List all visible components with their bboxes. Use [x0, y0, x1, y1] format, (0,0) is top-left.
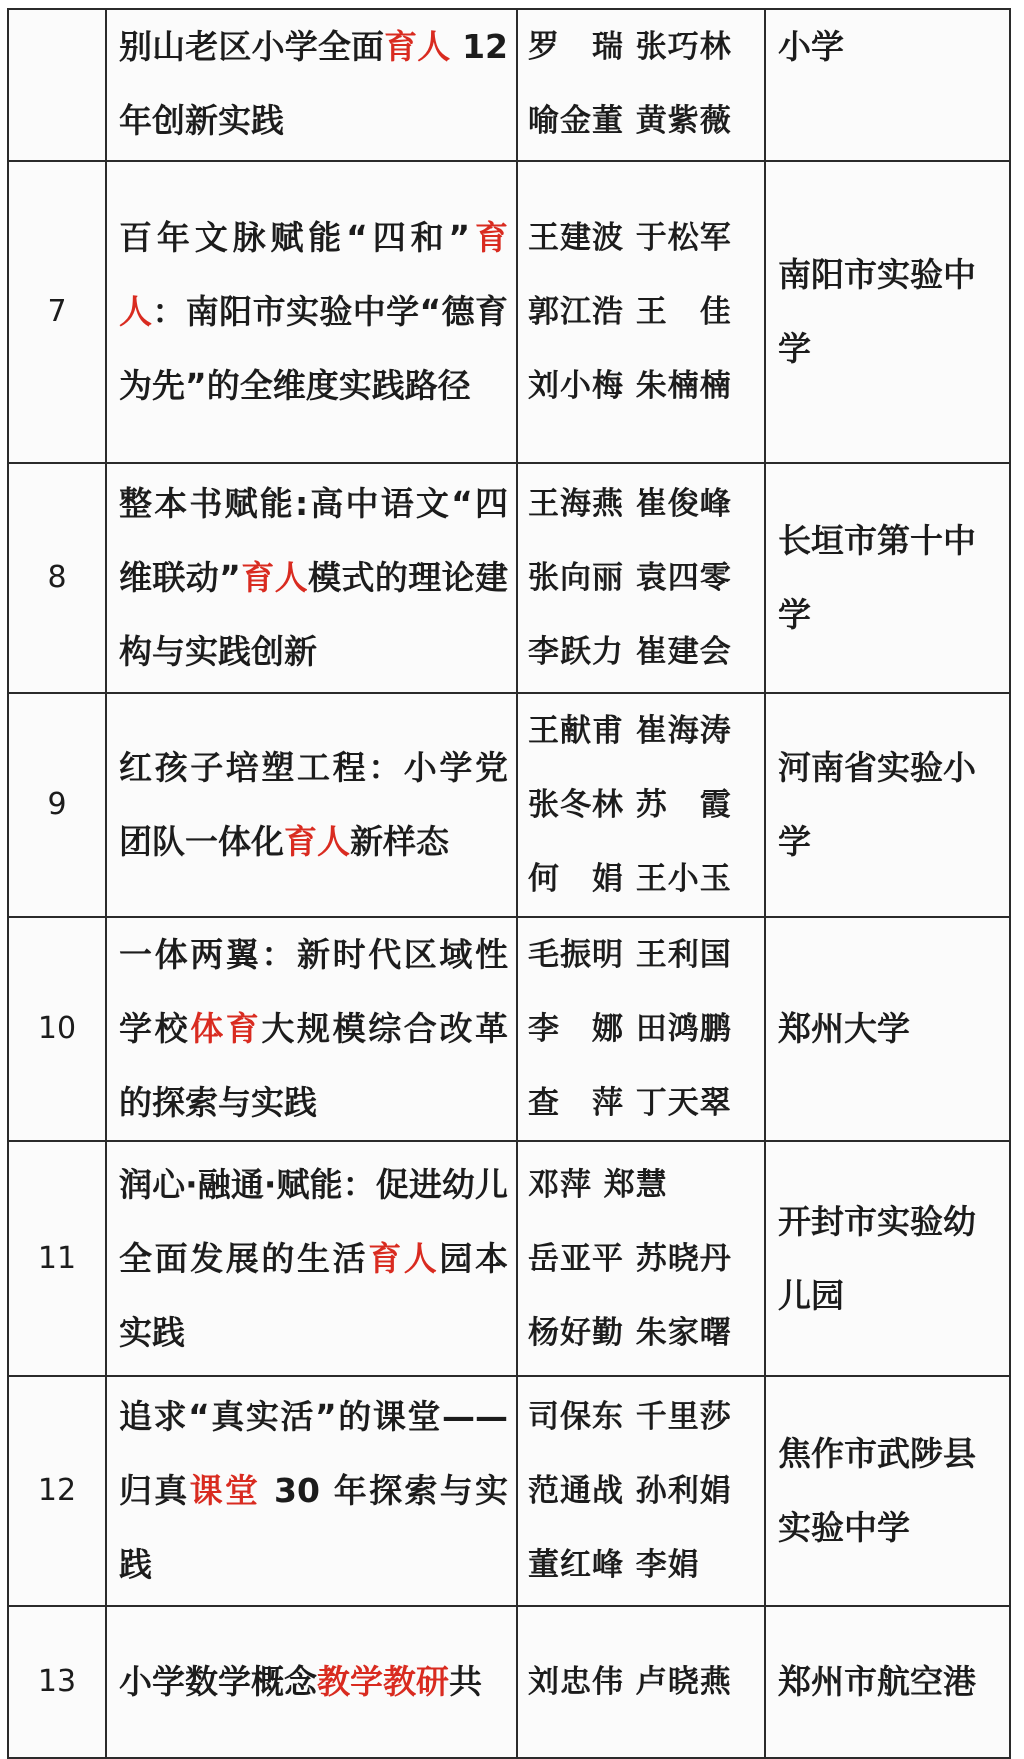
author-line: 范通战 孙利娟	[528, 1473, 732, 1509]
table-row	[8, 1141, 1010, 1376]
table-row	[8, 463, 1010, 693]
author-line: 岳亚平 苏晓丹	[528, 1240, 732, 1277]
row-number-cell: 10	[8, 917, 106, 1141]
author-line: 查 萍 丁天翠	[528, 1085, 732, 1121]
title-keyword-highlight: 课堂	[189, 1471, 261, 1510]
title-text: 新样态	[350, 822, 449, 861]
project-title-cell	[106, 917, 517, 1141]
institution-cell: 郑州市航空港	[765, 1606, 1010, 1758]
author-line: 张向丽 袁四零	[528, 560, 732, 596]
title-keyword-highlight: 教学教研	[317, 1662, 449, 1701]
title-keyword-highlight: 育人	[384, 27, 451, 66]
table-row	[8, 161, 1010, 463]
title-text: 红孩子培塑工程：小学党团队一体化	[119, 748, 508, 861]
authors-cell	[517, 693, 765, 917]
project-title-cell	[106, 1606, 517, 1758]
awards-table-body	[8, 9, 1010, 1758]
table-row	[8, 9, 1010, 161]
table-row	[8, 1606, 1010, 1758]
author-line: 郭江浩 王 佳	[528, 294, 732, 330]
title-text: 大规模综合改革的探索与实践	[119, 1009, 509, 1122]
row-number-cell: 13	[8, 1606, 106, 1758]
author-line: 喻金董 黄紫薇	[528, 103, 732, 139]
author-line: 王建波 于松军	[528, 220, 732, 256]
authors-cell	[517, 161, 765, 463]
project-title-cell	[106, 463, 517, 693]
author-line: 李 娜 田鸿鹏	[528, 1011, 732, 1047]
institution-cell: 焦作市武陟县实验中学	[765, 1376, 1010, 1606]
title-keyword-highlight: 育人	[119, 218, 509, 331]
author-line: 李跃力 崔建会	[528, 634, 732, 670]
author-line: 王海燕 崔俊峰	[528, 486, 732, 522]
author-line: 张冬林 苏 霞	[528, 787, 732, 823]
title-text: 园本实践	[119, 1238, 509, 1352]
authors-cell	[517, 1606, 765, 1758]
institution-cell: 南阳市实验中学	[765, 161, 1010, 463]
authors-cell	[517, 9, 765, 161]
title-text: 共	[449, 1662, 482, 1701]
institution-cell: 长垣市第十中学	[765, 463, 1010, 693]
row-number-cell: 9	[8, 693, 106, 917]
authors-cell	[517, 1141, 765, 1376]
title-text: 整本书赋能:高中语文“四维联动”	[119, 484, 508, 597]
institution-cell: 小学	[765, 9, 1010, 161]
title-text: 模式的理论建构与实践创新	[119, 558, 508, 671]
table-row	[8, 693, 1010, 917]
author-line: 司保东 千里莎	[528, 1399, 732, 1435]
title-text: ：南阳市实验中学“德育为先”的全维度实践路径	[119, 292, 508, 405]
row-number-cell: 8	[8, 463, 106, 693]
author-line: 罗 瑞 张巧林	[528, 29, 732, 65]
author-line: 何 娟 王小玉	[528, 861, 732, 897]
author-line: 邓萍 郑慧	[528, 1166, 668, 1203]
author-line: 王献甫 崔海涛	[528, 713, 732, 749]
title-text: 百年文脉赋能“四和”	[119, 218, 471, 257]
authors-cell	[517, 463, 765, 693]
project-title-cell	[106, 161, 517, 463]
author-line: 刘忠伟 卢晓燕	[528, 1664, 732, 1700]
project-title-cell	[106, 9, 517, 161]
row-number-cell	[8, 9, 106, 161]
title-text: 12 年创新实践	[119, 27, 509, 140]
title-text: 别山老区小学全面	[119, 27, 385, 66]
project-title-cell	[106, 1376, 517, 1606]
title-text: 30 年探索与实践	[119, 1471, 509, 1584]
title-text: 追求“真实活”的课堂——归真	[119, 1397, 508, 1510]
title-text: 润心·融通·赋能：促进幼儿全面发展的生活	[119, 1164, 508, 1278]
author-line: 杨好勤 朱家曙	[528, 1314, 732, 1351]
document-page	[7, 8, 1011, 1759]
awards-table	[7, 8, 1011, 1759]
project-title-cell	[106, 693, 517, 917]
title-text: 小学数学概念	[119, 1662, 317, 1701]
row-number-cell: 12	[8, 1376, 106, 1606]
author-line: 董红峰 李娟	[528, 1547, 700, 1583]
table-row	[8, 917, 1010, 1141]
institution-cell: 开封市实验幼儿园	[765, 1141, 1010, 1376]
project-title-cell	[106, 1141, 517, 1376]
row-number-cell: 11	[8, 1141, 106, 1376]
author-line: 毛振明 王利国	[528, 937, 732, 973]
title-text: 一体两翼：新时代区域性学校	[119, 935, 508, 1048]
authors-cell	[517, 917, 765, 1141]
institution-cell: 河南省实验小学	[765, 693, 1010, 917]
author-line: 刘小梅 朱楠楠	[528, 368, 732, 404]
title-keyword-highlight: 育人	[284, 822, 350, 861]
institution-cell: 郑州大学	[765, 917, 1010, 1141]
title-keyword-highlight: 体育	[190, 1009, 262, 1048]
authors-cell	[517, 1376, 765, 1606]
title-keyword-highlight: 育人	[240, 558, 309, 597]
title-keyword-highlight: 育人	[368, 1238, 440, 1278]
table-row	[8, 1376, 1010, 1606]
row-number-cell: 7	[8, 161, 106, 463]
